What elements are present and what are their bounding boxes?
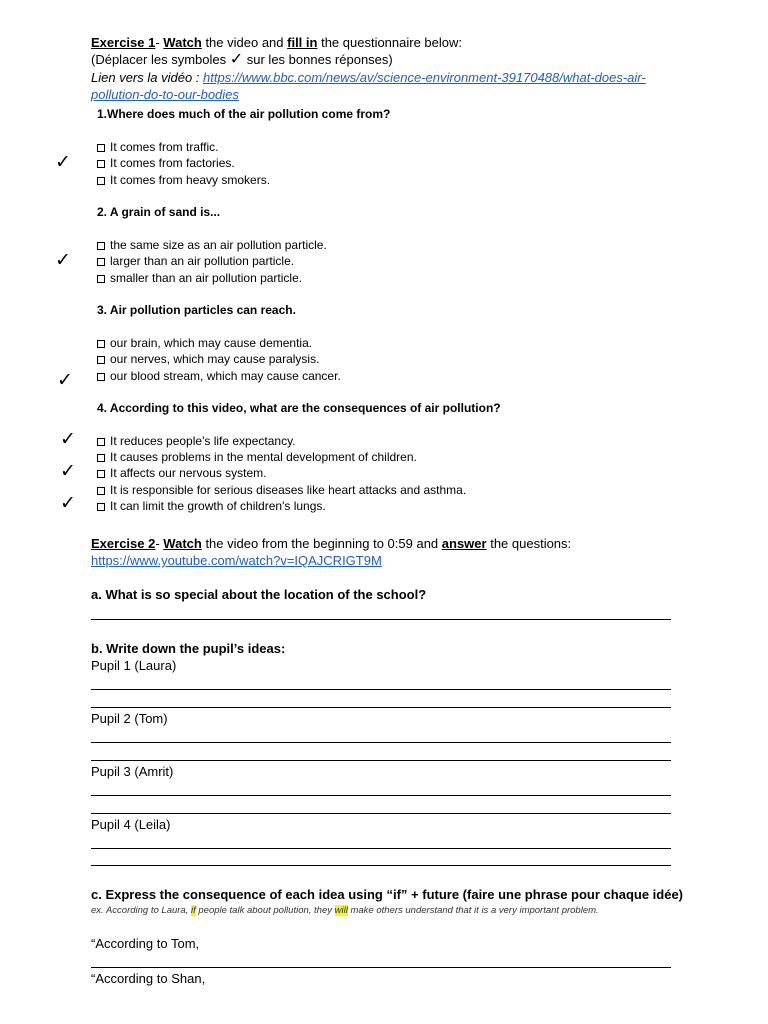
video-link-label: Lien vers la vidéo : (91, 70, 204, 85)
video-link-line2 (91, 87, 239, 103)
checkbox-icon[interactable] (97, 438, 105, 446)
highlight-will: will (334, 905, 348, 916)
question-1-title: 1.Where does much of the air pollution come from? (97, 107, 391, 121)
checkbox-icon[interactable] (97, 144, 105, 152)
question-a-title: a. What is so special about the location of the school? (91, 587, 427, 602)
checkbox-icon[interactable] (97, 373, 105, 381)
answer-line[interactable] (91, 813, 671, 814)
check-mark-icon[interactable]: ✓ (57, 370, 73, 391)
check-icon[interactable]: ✓ (229, 51, 244, 68)
answer-line[interactable] (91, 707, 671, 708)
question-3-title: 3. Air pollution particles can reach. (97, 303, 296, 317)
answer-word: answer (441, 536, 487, 551)
check-mark-icon[interactable]: ✓ (60, 461, 76, 482)
checkbox-icon[interactable] (97, 356, 105, 364)
check-mark-icon[interactable]: ✓ (60, 429, 76, 450)
youtube-link[interactable]: https://www.youtube.com/watch?v=IQAJCRIGT9M (91, 553, 382, 568)
checkbox-icon[interactable] (97, 177, 105, 185)
exercise1-instruction: Exercise 1- Watch the video and fill in the questionnaire below: (91, 35, 463, 50)
question-2-title: 2. A grain of sand is... (97, 205, 221, 219)
q1-option-2[interactable]: It comes from factories. (97, 155, 235, 171)
checkbox-icon[interactable] (97, 160, 105, 168)
checkbox-icon[interactable] (97, 340, 105, 348)
q4-option-3[interactable]: It affects our nervous system. (97, 465, 267, 481)
tom-prompt: “According to Tom, (91, 936, 200, 951)
pupil-4-label: Pupil 4 (Leila) (91, 817, 171, 832)
video-link-cont[interactable]: pollution-do-to-our-bodies (91, 87, 239, 102)
answer-line[interactable] (91, 760, 671, 761)
checkbox-icon[interactable] (97, 503, 105, 511)
check-mark-icon[interactable]: ✓ (55, 152, 71, 173)
q3-option-3[interactable]: our blood stream, which may cause cancer. (97, 368, 341, 384)
q2-option-1[interactable]: the same size as an air pollution particle. (97, 237, 327, 253)
watch-word: Watch (163, 35, 202, 50)
exercise1-note: (Déplacer les symboles ✓ sur les bonnes réponses) (91, 51, 393, 68)
check-mark-icon[interactable]: ✓ (55, 250, 71, 271)
fill-in-word: fill in (287, 35, 318, 50)
pupil-3-label: Pupil 3 (Amrit) (91, 764, 174, 779)
answer-line[interactable] (91, 848, 671, 849)
checkbox-icon[interactable] (97, 242, 105, 250)
answer-line[interactable] (91, 619, 671, 620)
checkbox-icon[interactable] (97, 275, 105, 283)
q1-option-1[interactable]: It comes from traffic. (97, 139, 218, 155)
answer-line[interactable] (91, 967, 671, 968)
question-c-title: c. Express the consequence of each idea using “if” + future (faire une phrase pour chaque idée) (91, 887, 684, 902)
checkbox-icon[interactable] (97, 487, 105, 495)
checkbox-icon[interactable] (97, 454, 105, 462)
highlight-if: if (190, 905, 196, 916)
q2-option-2[interactable]: larger than an air pollution particle. (97, 253, 294, 269)
q4-option-5[interactable]: It can limit the growth of children's lungs. (97, 498, 326, 514)
q4-option-1[interactable]: It reduces people's life expectancy. (97, 433, 296, 449)
youtube-link-line (91, 553, 382, 569)
exercise1-title: Exercise 1 (91, 35, 156, 50)
example-sentence: ex. According to Laura, if people talk about pollution, they will make others understand that it is a very important problem. (91, 905, 599, 916)
pupil-1-label: Pupil 1 (Laura) (91, 658, 177, 673)
q2-option-3[interactable]: smaller than an air pollution particle. (97, 270, 302, 286)
q3-option-2[interactable]: our nerves, which may cause paralysis. (97, 351, 319, 367)
checkbox-icon[interactable] (97, 470, 105, 478)
answer-line[interactable] (91, 865, 671, 866)
q4-option-2[interactable]: It causes problems in the mental development of children. (97, 449, 417, 465)
check-mark-icon[interactable]: ✓ (60, 493, 76, 514)
exercise2-title: Exercise 2 (91, 536, 156, 551)
shan-prompt: “According to Shan, (91, 971, 206, 986)
exercise2-instruction: Exercise 2- Watch the video from the beginning to 0:59 and answer the questions: (91, 536, 572, 551)
video-link[interactable]: https://www.bbc.com/news/av/science-environment-39170488/what-does-air- (203, 70, 646, 85)
video-link-line (91, 70, 646, 86)
answer-line[interactable] (91, 689, 671, 690)
answer-line[interactable] (91, 795, 671, 796)
q4-option-4[interactable]: It is responsible for serious diseases like heart attacks and asthma. (97, 482, 466, 498)
q3-option-1[interactable]: our brain, which may cause dementia. (97, 335, 312, 351)
pupil-2-label: Pupil 2 (Tom) (91, 711, 168, 726)
question-b-title: b. Write down the pupil’s ideas: (91, 641, 286, 656)
answer-line[interactable] (91, 742, 671, 743)
question-4-title: 4. According to this video, what are the consequences of air pollution? (97, 401, 501, 415)
watch-word: Watch (163, 536, 202, 551)
checkbox-icon[interactable] (97, 258, 105, 266)
q1-option-3[interactable]: It comes from heavy smokers. (97, 172, 270, 188)
